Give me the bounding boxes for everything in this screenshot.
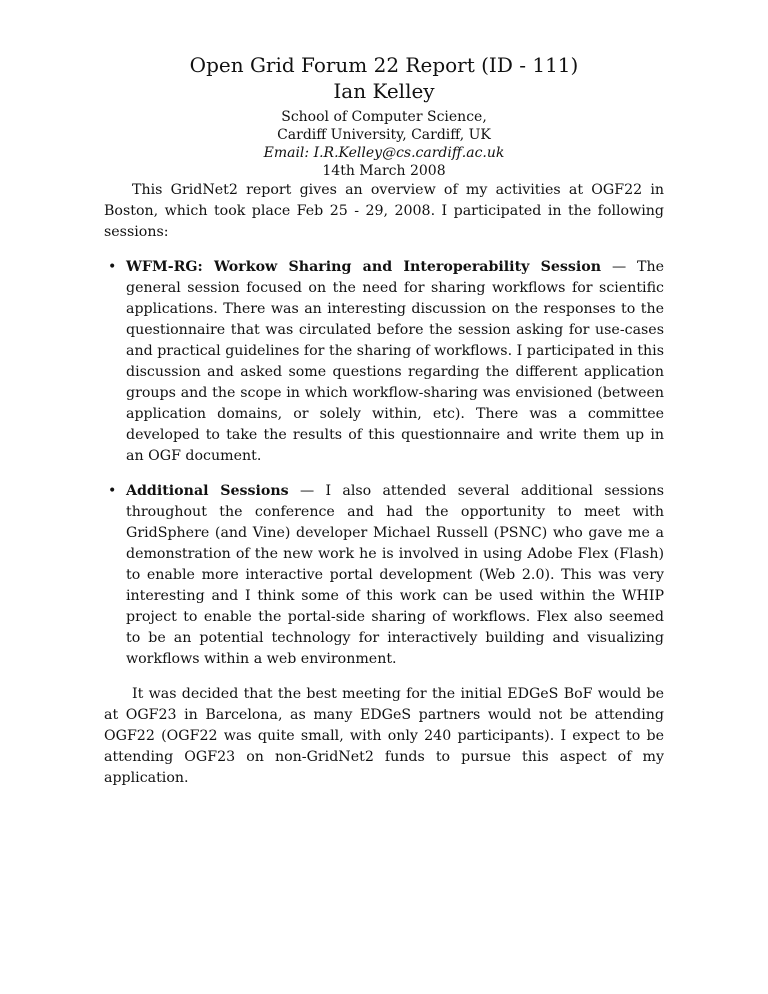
report-body [104,180,664,789]
session-description: — I also attended several additional sessions throughout the conference and had the opportunity to meet with GridSphere (and Vine) developer Michael Russell (PSNC) who gave me a demonstration of the new work he is involved in using Adobe Flex (Flash) to enable more interactive portal development (Web 2.0). This was very interesting and I think some of this work can be used within the WHIP project to enable the portal-side sharing of workflows. Flex also seemed to be an potential technology for interactively building and visualizing workflows within a web environment. [126,483,664,667]
session-heading: Additional Sessions [126,483,289,499]
intro-paragraph: This GridNet2 report gives an overview of my activities at OGF22 in Boston, which took place Feb 25 - 29, 2008. I participated in the following sessions: [104,182,664,240]
bullet-icon: • [108,259,117,275]
session-description: — The general session focused on the need for sharing workflows for scientific applications. There was an interesting discussion on the responses to the questionnaire that was circulated before the session asking for use-cases and practical guidelines for the sharing of workflows. I participated in this discussion and asked some questions regarding the different application groups and the scope in which workflow-sharing was envisioned (between application domains, or solely within, etc). There was a committee developed to take the results of this questionnaire and write them up in an OGF document. [126,259,664,464]
session-list [104,257,664,670]
session-heading: WFM-RG: Workow Sharing and Interoperability Session [126,259,602,275]
affiliation-line-1: School of Computer Science, [281,109,487,125]
report-date: 14th March 2008 [322,163,446,179]
title-block [0,52,768,180]
affiliation-line-2: Cardiff University, Cardiff, UK [277,127,491,143]
bullet-icon: • [108,483,117,499]
closing-paragraph: It was decided that the best meeting for the initial EDGeS BoF would be at OGF23 in Barcelona, as many EDGeS partners would not be attending OGF22 (OGF22 was quite small, with only 240 participants). I expect to be attending OGF23 on non-GridNet2 funds to pursue this aspect of my application. [104,686,664,786]
list-item [104,257,664,467]
author-name: Ian Kelley [333,79,435,103]
author-email: Email: I.R.Kelley@cs.cardiff.ac.uk [263,145,505,161]
page-title: Open Grid Forum 22 Report (ID - 111) [189,53,579,77]
list-item [104,481,664,670]
